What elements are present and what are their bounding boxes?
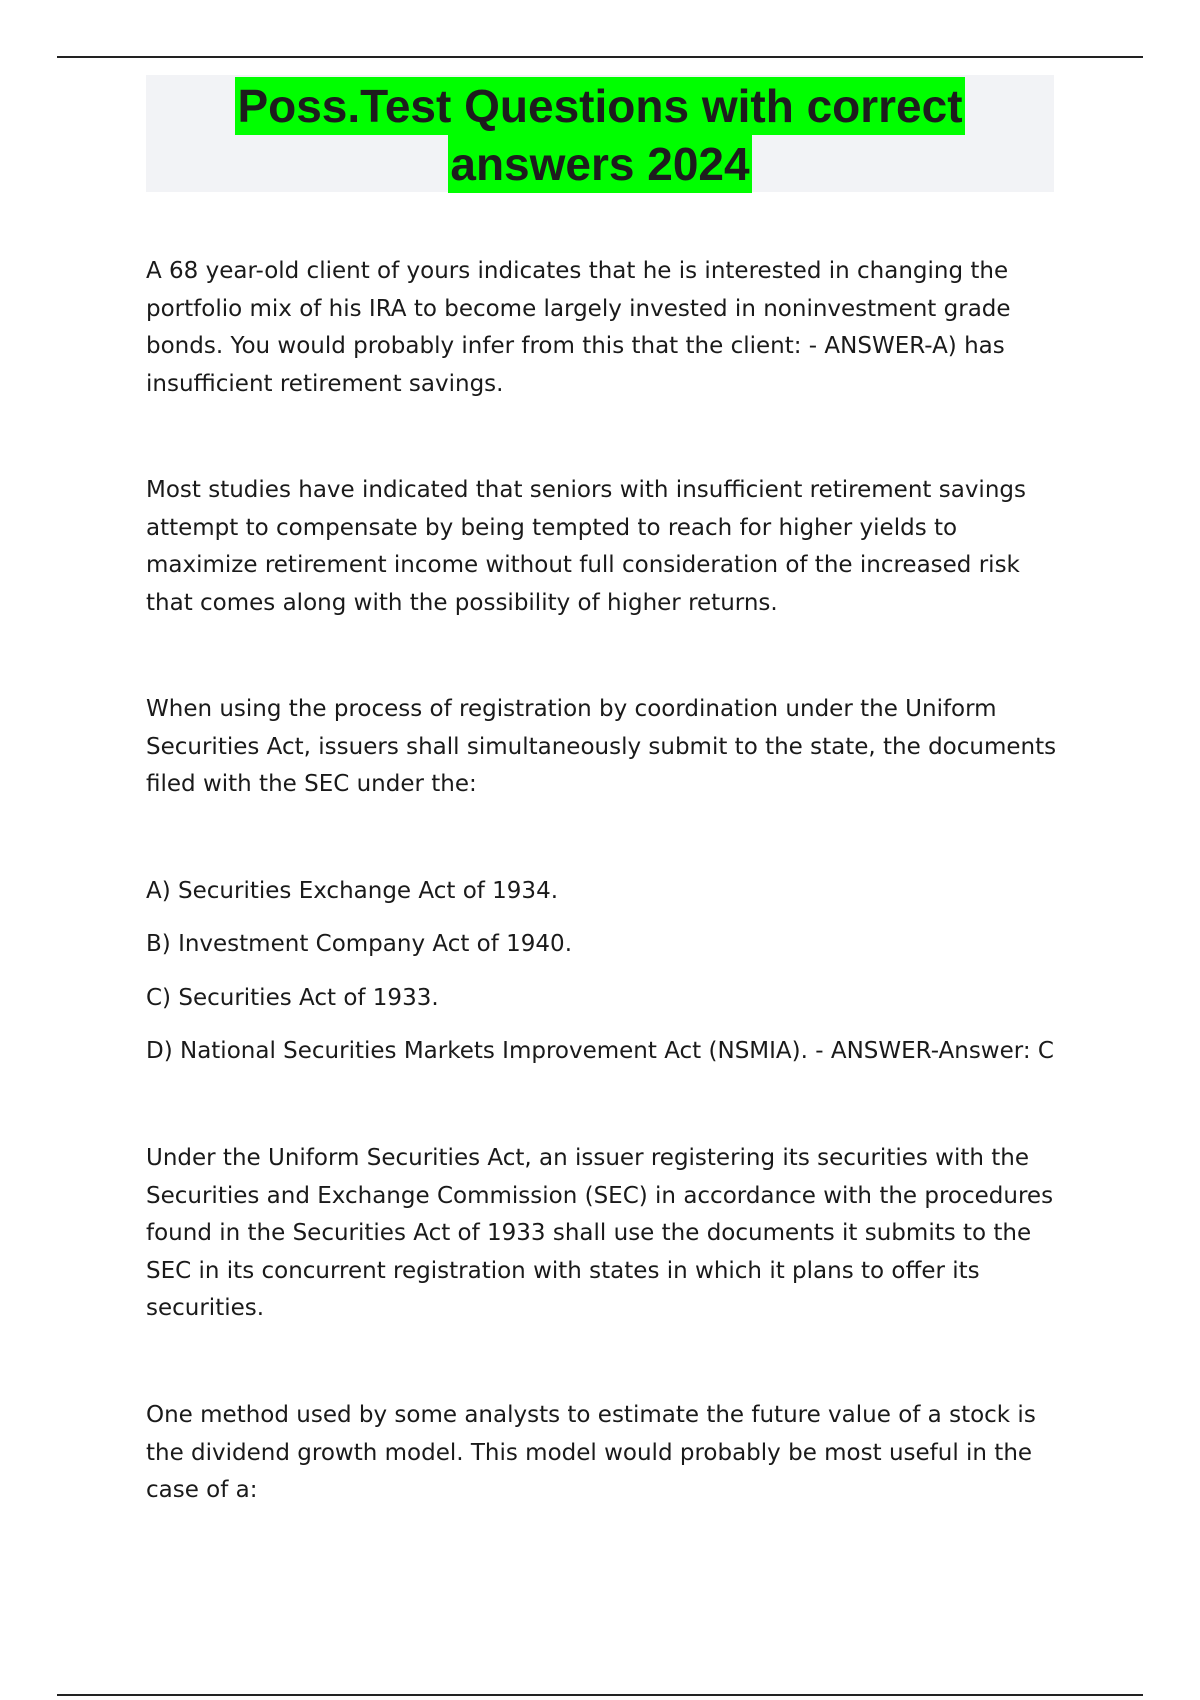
explanation-2-line: Under the Uniform Securities Act, an issuer registering its securities with the: [146, 1145, 1030, 1171]
explanation-1: [146, 472, 1076, 622]
question-1-line: portfolio mix of his IRA to become largely invested in noninvestment grade: [146, 295, 1011, 322]
explanation-1-line: that comes along with the possibility of higher returns.: [146, 589, 778, 616]
question-1-line: bonds. You would probably infer from this that the client: - ANSWER-A) has: [146, 333, 1005, 359]
option-b: B) Investment Company Act of 1940.: [146, 931, 573, 957]
document-title-box: [146, 75, 1054, 192]
question-2-line: filed with the SEC under the:: [146, 771, 477, 797]
explanation-1-line: Most studies have indicated that seniors with insufficient retirement savings: [146, 477, 1026, 503]
question-1: [146, 253, 1076, 403]
bottom-divider: [57, 1694, 1143, 1696]
question-2: [146, 691, 1076, 804]
explanation-1-line: maximize retirement income without full consideration of the increased risk: [146, 552, 1020, 578]
question-1-line: A 68 year-old client of yours indicates that he is interested in changing the: [146, 258, 1009, 284]
question-3-line: case of a:: [146, 1477, 258, 1503]
option-a: A) Securities Exchange Act of 1934.: [146, 878, 559, 904]
explanation-2-line: securities.: [146, 1295, 265, 1321]
question-3-line: the dividend growth model. This model would probably be most useful in the: [146, 1439, 1033, 1466]
question-1-line: insufficient retirement savings.: [146, 370, 504, 397]
question-3-line: One method used by some analysts to estimate the future value of a stock is: [146, 1402, 1036, 1428]
question-2-line: Securities Act, issuers shall simultaneously submit to the state, the documents: [146, 733, 1057, 760]
explanation-2-line: found in the Securities Act of 1933 shall use the documents it submits to the: [146, 1220, 1032, 1246]
explanation-2-line: SEC in its concurrent registration with states in which it plans to offer its: [146, 1257, 980, 1284]
title-line-1: Poss.Test Questions with correct: [235, 77, 964, 135]
explanation-1-line: attempt to compensate by being tempted to reach for higher yields to: [146, 514, 958, 541]
document-title: [146, 75, 1054, 193]
explanation-2: [146, 1140, 1076, 1328]
option-d: D) National Securities Markets Improvement Act (NSMIA). - ANSWER-Answer: C: [146, 1038, 1054, 1064]
option-c: C) Securities Act of 1933.: [146, 985, 439, 1011]
question-2-line: When using the process of registration by coordination under the Uniform: [146, 696, 997, 722]
top-divider: [57, 56, 1143, 58]
question-3: [146, 1397, 1076, 1510]
explanation-2-line: Securities and Exchange Commission (SEC) in accordance with the procedures: [146, 1182, 1054, 1209]
title-line-2: answers 2024: [448, 135, 751, 193]
